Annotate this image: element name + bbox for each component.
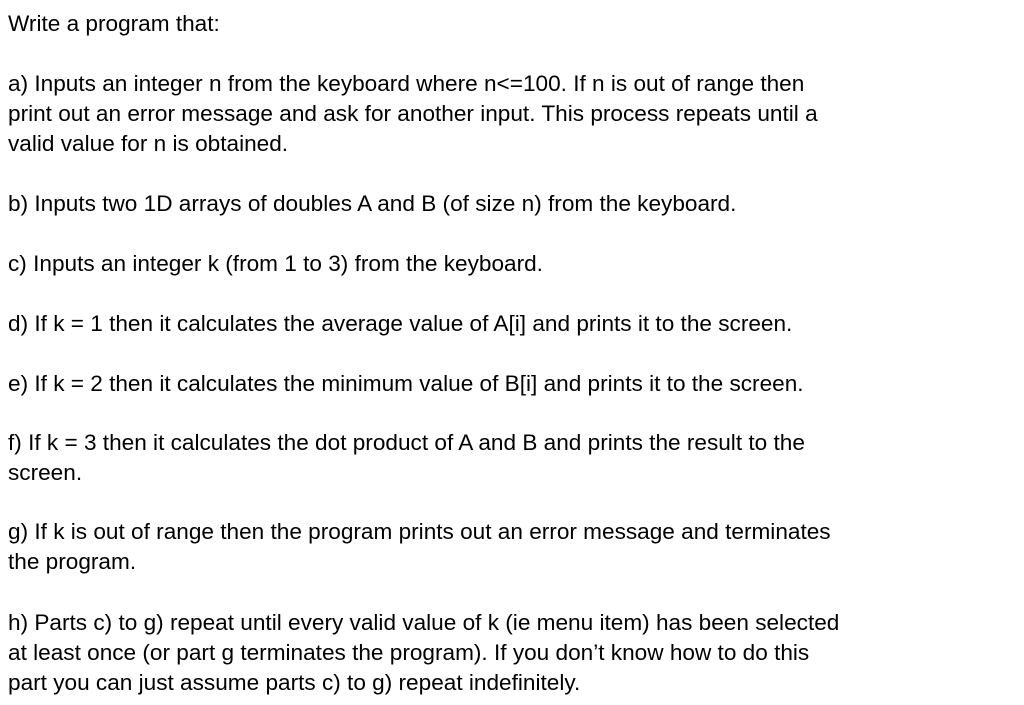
part-a-line-1: a) Inputs an integer n from the keyboard where n<=100. If n is out of range then (8, 71, 805, 96)
part-a-line-3: valid value for n is obtained. (8, 131, 289, 156)
part-b-line-1: b) Inputs two 1D arrays of doubles A and B (of size n) from the keyboard. (8, 191, 737, 216)
part-c (8, 249, 1014, 279)
part-e (8, 369, 1014, 399)
part-d-line-1: d) If k = 1 then it calculates the average value of A[i] and prints it to the screen. (8, 311, 793, 336)
intro-text (8, 9, 1014, 39)
part-a (8, 69, 1014, 159)
part-d (8, 309, 1014, 339)
part-e-line-1: e) If k = 2 then it calculates the minimum value of B[i] and prints it to the screen. (8, 371, 804, 396)
part-c-line-1: c) Inputs an integer k (from 1 to 3) from the keyboard. (8, 251, 543, 276)
part-g-line-2: the program. (8, 549, 137, 574)
part-h-line-2: at least once (or part g terminates the program). If you don’t know how to do this (8, 640, 810, 665)
part-a-line-2: print out an error message and ask for another input. This process repeats until a (8, 101, 818, 126)
part-h-line-1: h) Parts c) to g) repeat until every valid value of k (ie menu item) has been selected (8, 610, 840, 635)
part-f-line-2: screen. (8, 460, 83, 485)
part-g-line-1: g) If k is out of range then the program prints out an error message and terminates (8, 519, 831, 544)
part-f (8, 428, 1014, 488)
part-h (8, 608, 1014, 698)
part-g (8, 517, 1014, 577)
intro-line: Write a program that: (8, 11, 220, 36)
part-b (8, 189, 1014, 219)
part-f-line-1: f) If k = 3 then it calculates the dot product of A and B and prints the result to the (8, 430, 805, 455)
part-h-line-3: part you can just assume parts c) to g) repeat indefinitely. (8, 670, 581, 695)
